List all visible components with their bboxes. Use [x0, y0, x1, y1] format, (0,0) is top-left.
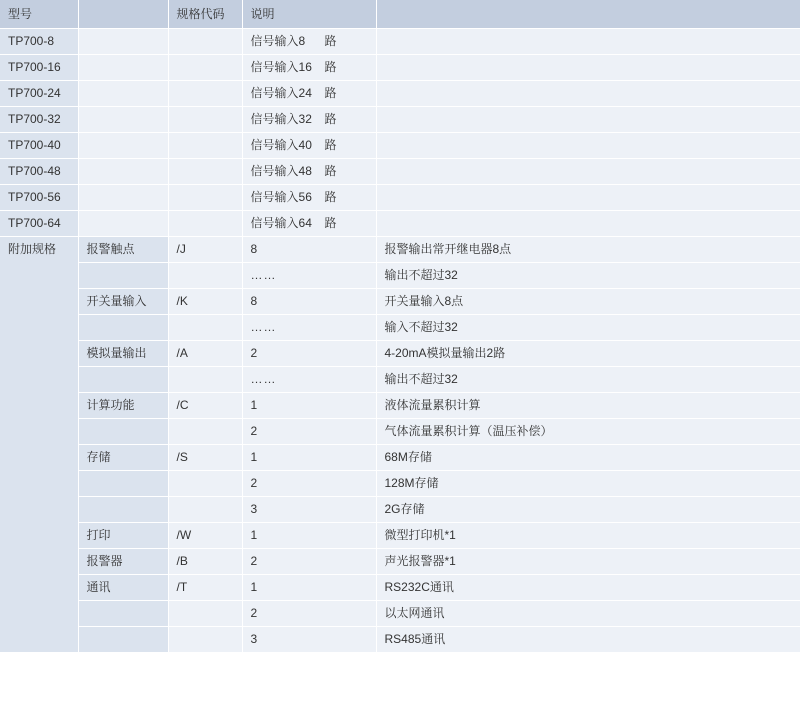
- model-name-cell: TP700-48: [0, 159, 78, 185]
- table-row: [0, 55, 800, 81]
- model-name-cell: TP700-32: [0, 107, 78, 133]
- table-row: [0, 185, 800, 211]
- option-code-cell: [168, 367, 242, 393]
- description-unit: 路: [324, 112, 337, 127]
- option-group-cell: 打印: [78, 523, 168, 549]
- option-code-cell: [168, 497, 242, 523]
- option-description-cell: 输出不超过32: [376, 263, 800, 289]
- model-extra-cell: [376, 81, 800, 107]
- option-group-cell: [78, 315, 168, 341]
- model-description-cell: [242, 159, 376, 185]
- description-unit: 路: [324, 216, 337, 231]
- table-row: [0, 471, 800, 497]
- option-value-cell: 1: [242, 523, 376, 549]
- option-description-cell: 液体流量累积计算: [376, 393, 800, 419]
- option-description-cell: 4-20mA模拟量输出2路: [376, 341, 800, 367]
- description-unit: 路: [324, 164, 337, 179]
- model-name-cell: TP700-40: [0, 133, 78, 159]
- model-code-cell: [168, 159, 242, 185]
- description-channel-count: 64: [298, 216, 312, 231]
- option-description-cell: RS485通讯: [376, 627, 800, 653]
- description-channel-count: 16: [298, 60, 312, 75]
- description-prefix: 信号输入: [250, 164, 299, 179]
- option-code-cell: /C: [168, 393, 242, 419]
- description-unit: 路: [324, 86, 337, 101]
- table-row: [0, 419, 800, 445]
- option-description-cell: 128M存储: [376, 471, 800, 497]
- option-value-cell: 2: [242, 549, 376, 575]
- table-row: [0, 601, 800, 627]
- option-value-cell: 3: [242, 497, 376, 523]
- option-code-cell: [168, 419, 242, 445]
- table-row: [0, 627, 800, 653]
- table-row: [0, 445, 800, 471]
- table-row: [0, 107, 800, 133]
- table-row: [0, 367, 800, 393]
- header-spec-code: 规格代码: [168, 0, 242, 29]
- model-blank-cell: [78, 211, 168, 237]
- option-code-cell: [168, 601, 242, 627]
- model-description-cell: [242, 29, 376, 55]
- table-row: [0, 497, 800, 523]
- model-description-cell: [242, 133, 376, 159]
- description-prefix: 信号输入: [250, 190, 299, 205]
- option-value-cell: ……: [242, 315, 376, 341]
- option-description-cell: 声光报警器*1: [376, 549, 800, 575]
- description-unit: 路: [324, 138, 337, 153]
- model-description-cell: [242, 55, 376, 81]
- table-row: [0, 263, 800, 289]
- description-channel-count: 32: [298, 112, 312, 127]
- option-description-cell: 2G存储: [376, 497, 800, 523]
- model-name-cell: TP700-56: [0, 185, 78, 211]
- option-value-cell: 8: [242, 289, 376, 315]
- description-channel-count: 8: [298, 34, 306, 49]
- option-group-cell: 通讯: [78, 575, 168, 601]
- option-code-cell: [168, 315, 242, 341]
- model-extra-cell: [376, 107, 800, 133]
- model-code-cell: [168, 81, 242, 107]
- description-unit: 路: [324, 190, 337, 205]
- header-row: [0, 0, 800, 29]
- table-body: [0, 29, 800, 653]
- option-value-cell: 1: [242, 445, 376, 471]
- description-channel-count: 48: [298, 164, 312, 179]
- description-prefix: 信号输入: [250, 138, 299, 153]
- table-row: [0, 523, 800, 549]
- model-name-cell: TP700-64: [0, 211, 78, 237]
- option-description-cell: 输出不超过32: [376, 367, 800, 393]
- description-prefix: 信号输入: [250, 216, 299, 231]
- option-code-cell: /S: [168, 445, 242, 471]
- model-description-cell: [242, 211, 376, 237]
- description-prefix: 信号输入: [250, 86, 299, 101]
- option-code-cell: [168, 263, 242, 289]
- model-extra-cell: [376, 211, 800, 237]
- description-channel-count: 40: [298, 138, 312, 153]
- model-extra-cell: [376, 185, 800, 211]
- option-code-cell: /A: [168, 341, 242, 367]
- model-extra-cell: [376, 133, 800, 159]
- model-blank-cell: [78, 107, 168, 133]
- option-group-cell: [78, 263, 168, 289]
- description-unit: 路: [324, 34, 337, 49]
- option-group-cell: 开关量输入: [78, 289, 168, 315]
- model-code-cell: [168, 211, 242, 237]
- table-row: [0, 29, 800, 55]
- option-description-cell: 报警输出常开继电器8点: [376, 237, 800, 263]
- option-value-cell: 3: [242, 627, 376, 653]
- option-group-cell: [78, 419, 168, 445]
- description-prefix: 信号输入: [250, 60, 299, 75]
- option-code-cell: /K: [168, 289, 242, 315]
- model-blank-cell: [78, 55, 168, 81]
- option-description-cell: 气体流量累积计算（温压补偿）: [376, 419, 800, 445]
- option-value-cell: 2: [242, 341, 376, 367]
- extra-spec-label: 附加规格: [0, 237, 78, 653]
- model-code-cell: [168, 185, 242, 211]
- option-value-cell: 1: [242, 575, 376, 601]
- model-extra-cell: [376, 55, 800, 81]
- option-group-cell: [78, 497, 168, 523]
- table-row: [0, 159, 800, 185]
- option-code-cell: [168, 471, 242, 497]
- option-group-cell: 模拟量输出: [78, 341, 168, 367]
- model-name-cell: TP700-16: [0, 55, 78, 81]
- option-description-cell: 以太网通讯: [376, 601, 800, 627]
- option-description-cell: 输入不超过32: [376, 315, 800, 341]
- option-description-cell: 开关量输入8点: [376, 289, 800, 315]
- model-code-cell: [168, 133, 242, 159]
- table-row: [0, 549, 800, 575]
- option-value-cell: 8: [242, 237, 376, 263]
- description-unit: 路: [324, 60, 337, 75]
- table-row: [0, 341, 800, 367]
- description-prefix: 信号输入: [250, 34, 299, 49]
- option-description-cell: RS232C通讯: [376, 575, 800, 601]
- option-group-cell: [78, 367, 168, 393]
- table-row: [0, 315, 800, 341]
- option-description-cell: 68M存储: [376, 445, 800, 471]
- header-model: 型号: [0, 0, 78, 29]
- description-prefix: 信号输入: [250, 112, 299, 127]
- model-code-cell: [168, 55, 242, 81]
- header-blank-1: [78, 0, 168, 29]
- table-row: [0, 133, 800, 159]
- option-group-cell: 报警器: [78, 549, 168, 575]
- option-code-cell: /W: [168, 523, 242, 549]
- option-group-cell: [78, 471, 168, 497]
- option-group-cell: 存储: [78, 445, 168, 471]
- option-value-cell: ……: [242, 367, 376, 393]
- option-group-cell: 计算功能: [78, 393, 168, 419]
- header-description: 说明: [242, 0, 376, 29]
- description-channel-count: 56: [298, 190, 312, 205]
- option-value-cell: 1: [242, 393, 376, 419]
- model-name-cell: TP700-8: [0, 29, 78, 55]
- option-group-cell: 报警触点: [78, 237, 168, 263]
- option-value-cell: 2: [242, 601, 376, 627]
- model-description-cell: [242, 185, 376, 211]
- model-blank-cell: [78, 29, 168, 55]
- option-value-cell: 2: [242, 471, 376, 497]
- model-extra-cell: [376, 29, 800, 55]
- model-description-cell: [242, 81, 376, 107]
- model-extra-cell: [376, 159, 800, 185]
- option-group-cell: [78, 601, 168, 627]
- model-code-cell: [168, 107, 242, 133]
- option-code-cell: /J: [168, 237, 242, 263]
- header-blank-2: [376, 0, 800, 29]
- model-description-cell: [242, 107, 376, 133]
- option-group-cell: [78, 627, 168, 653]
- model-blank-cell: [78, 159, 168, 185]
- option-value-cell: 2: [242, 419, 376, 445]
- table-row: [0, 237, 800, 263]
- table-header: [0, 0, 800, 29]
- model-blank-cell: [78, 81, 168, 107]
- model-code-cell: [168, 29, 242, 55]
- option-code-cell: /B: [168, 549, 242, 575]
- model-name-cell: TP700-24: [0, 81, 78, 107]
- model-blank-cell: [78, 133, 168, 159]
- model-blank-cell: [78, 185, 168, 211]
- option-code-cell: [168, 627, 242, 653]
- table-row: [0, 575, 800, 601]
- table-row: [0, 211, 800, 237]
- table-row: [0, 393, 800, 419]
- option-value-cell: ……: [242, 263, 376, 289]
- description-channel-count: 24: [298, 86, 312, 101]
- option-code-cell: /T: [168, 575, 242, 601]
- option-description-cell: 微型打印机*1: [376, 523, 800, 549]
- table-row: [0, 289, 800, 315]
- table-row: [0, 81, 800, 107]
